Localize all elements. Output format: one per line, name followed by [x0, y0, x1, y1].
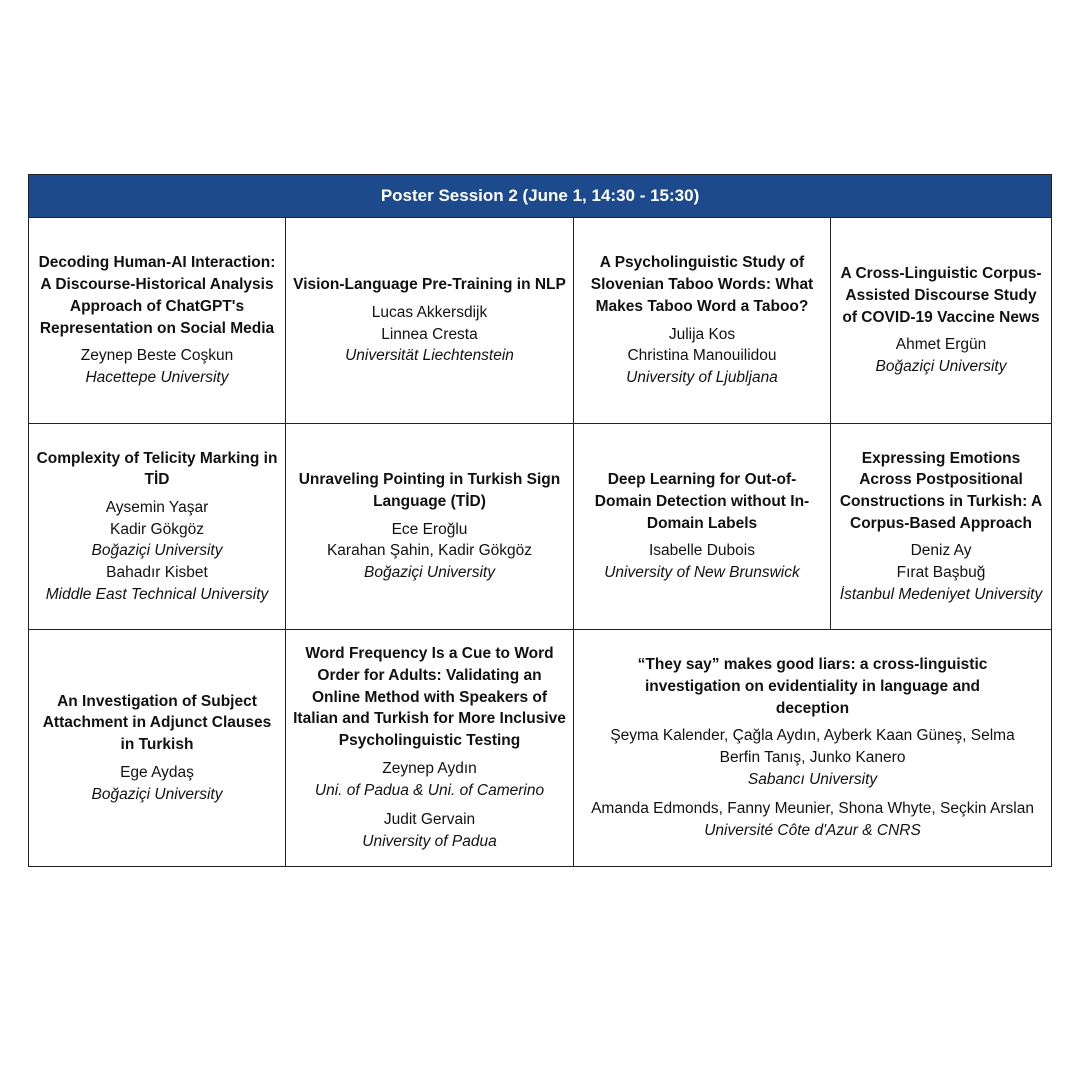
poster-cell — [29, 630, 286, 867]
author-line: Ece Eroğlu — [391, 520, 468, 538]
poster-title: Deep Learning for Out-of-Domain Detection without In-Domain Labels — [594, 471, 810, 532]
author-line: Aysemin Yaşar — [105, 498, 209, 516]
affiliation: Sabancı University — [747, 770, 878, 788]
poster-title: A Psycholinguistic Study of Slovenian Taboo Words: What Makes Taboo Word a Taboo? — [590, 254, 814, 315]
poster-cell — [831, 218, 1052, 424]
affiliation: Boğaziçi University — [91, 542, 223, 560]
affiliation: Boğaziçi University — [91, 785, 223, 803]
poster-session-table — [28, 174, 1052, 867]
author-line: Linnea Cresta — [381, 325, 478, 343]
author-line: Isabelle Dubois — [649, 542, 755, 560]
author-line: Bahadır Kisbet — [106, 564, 208, 582]
poster-cell — [29, 218, 286, 424]
author-line: Judit Gervain — [383, 811, 476, 829]
poster-title: A Cross-Linguistic Corpus-Assisted Discourse Study of COVID-19 Vaccine News — [840, 265, 1042, 326]
poster-cell — [286, 424, 574, 630]
poster-title: “They say” makes good liars: a cross-linguistic investigation on evidentiality in language and deception — [637, 656, 988, 717]
affiliation: Boğaziçi University — [875, 358, 1007, 376]
author-line: Fırat Başbuğ — [896, 564, 986, 582]
poster-title: Expressing Emotions Across Postpositional Constructions in Turkish: A Corpus-Based Approach — [839, 449, 1043, 532]
author-line: Şeyma Kalender, Çağla Aydın, Ayberk Kaan Güneş, Selma Berfin Tanış, Junko Kanero — [610, 727, 1015, 766]
affiliation: Boğaziçi University — [364, 564, 495, 582]
affiliation: Uni. of Padua & Uni. of Camerino — [314, 781, 545, 799]
author-line: Kadir Gökgöz — [110, 520, 204, 538]
poster-cell — [29, 424, 286, 630]
affiliation: Université Côte d'Azur & CNRS — [704, 822, 921, 840]
poster-title: Decoding Human-AI Interaction: A Discourse-Historical Analysis Approach of ChatGPT's Representation on Social Media — [38, 254, 276, 337]
poster-cell — [286, 218, 574, 424]
poster-title: Word Frequency Is a Cue to Word Order for Adults: Validating an Online Method with Speakers of Italian and Turkish for More Inclusive Psycholinguistic Testing — [293, 645, 566, 750]
author-line: Karahan Şahin, Kadir Gökgöz — [326, 542, 533, 560]
poster-cell — [574, 424, 831, 630]
poster-cell — [574, 630, 1052, 867]
affiliation: University of Padua — [362, 832, 497, 850]
poster-cell — [574, 218, 831, 424]
session-header: Poster Session 2 (June 1, 14:30 - 15:30) — [29, 175, 1052, 218]
affiliation: University of Ljubljana — [626, 368, 778, 386]
author-line: Ege Aydaş — [120, 763, 194, 781]
poster-title: Vision-Language Pre-Training in NLP — [293, 276, 566, 294]
poster-title: Complexity of Telicity Marking in TİD — [36, 449, 278, 489]
author-line: Christina Manouilidou — [627, 347, 777, 365]
author-line: Julija Kos — [668, 325, 736, 343]
author-line: Zeynep Beste Coşkun — [80, 347, 234, 365]
author-line: Lucas Akkersdijk — [371, 303, 488, 321]
author-line: Amanda Edmonds, Fanny Meunier, Shona Whyte, Seçkin Arslan — [591, 800, 1034, 818]
affiliation: University of New Brunswick — [604, 564, 800, 582]
author-line: Ahmet Ergün — [895, 336, 987, 354]
affiliation: Middle East Technical University — [45, 585, 269, 603]
poster-title: Unraveling Pointing in Turkish Sign Language (TİD) — [298, 471, 561, 510]
affiliation: Hacettepe University — [85, 368, 229, 386]
poster-title: An Investigation of Subject Attachment in Adjunct Clauses in Turkish — [42, 692, 272, 754]
poster-cell — [286, 630, 574, 867]
author-line: Zeynep Aydın — [382, 759, 477, 777]
affiliation: İstanbul Medeniyet University — [839, 585, 1043, 603]
author-line: Deniz Ay — [910, 542, 972, 560]
poster-cell — [831, 424, 1052, 630]
affiliation: Universität Liechtenstein — [345, 347, 514, 365]
